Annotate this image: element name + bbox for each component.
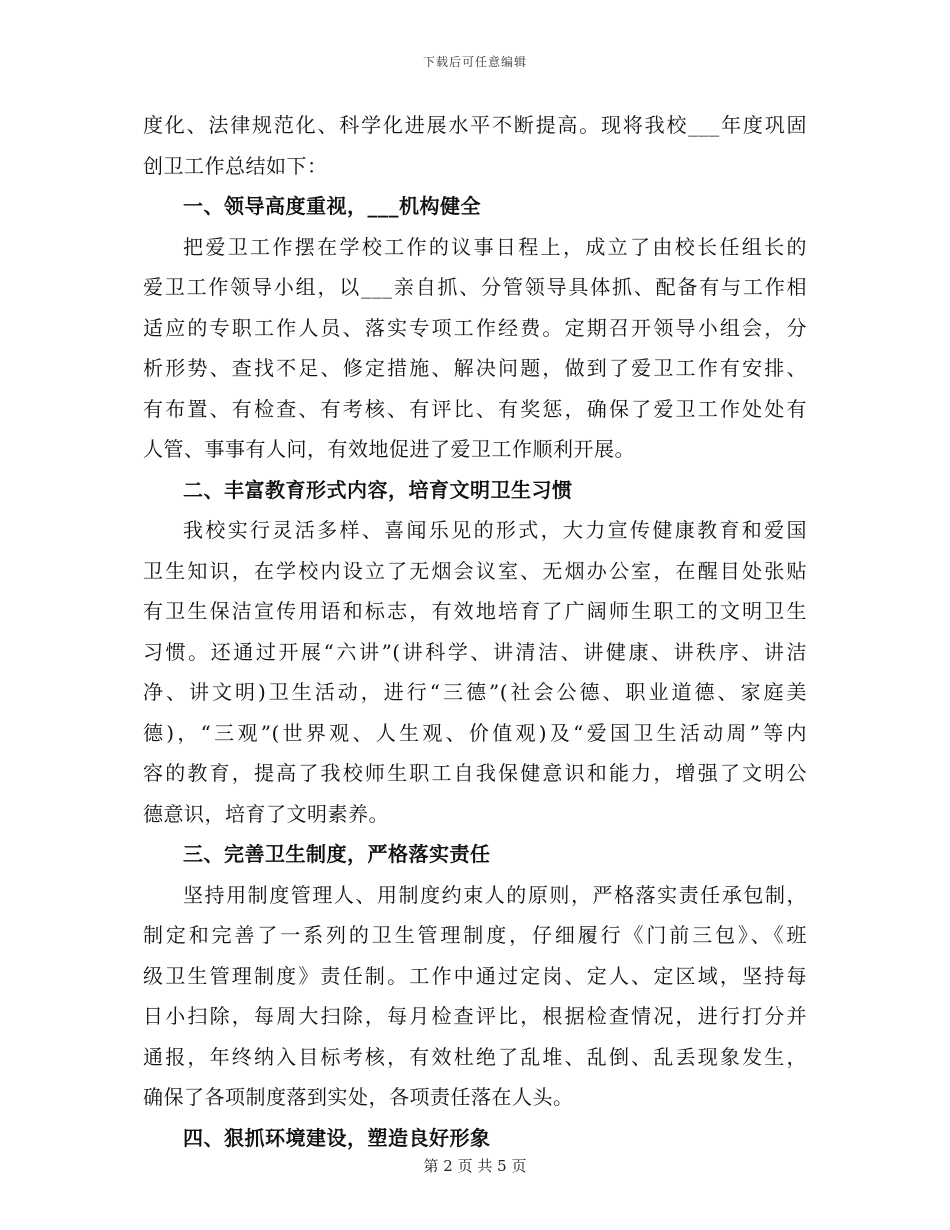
paragraph-line: 制定和完善了一系列的卫生管理制度，仔细履行《门前三包》、《班	[143, 923, 807, 947]
paragraph-line: 度化、法律规范化、科学化进展水平不断提高。现将我校___年度巩固	[143, 113, 807, 137]
paragraph-line: 习惯。还通过开展“六讲”(讲科学、讲清洁、讲健康、讲秩序、讲洁	[143, 639, 807, 664]
section-heading: 四、狠抓环境建设，塑造良好形象	[183, 1125, 491, 1150]
paragraph-line: 有卫生保洁宣传用语和标志，有效地培育了广阔师生职工的文明卫生	[143, 599, 807, 623]
paragraph-line: 日小扫除，每周大扫除，每月检查评比，根据检查情况，进行打分并	[143, 1004, 807, 1028]
paragraph-line: 德)，“三观”(世界观、人生观、价值观)及“爱国卫生活动周”等内	[143, 720, 807, 745]
paragraph-line: 卫生知识，在学校内设立了无烟会议室、无烟办公室，在醒目处张贴	[143, 558, 807, 583]
paragraph-line: 有布置、有检查、有考核、有评比、有奖惩，确保了爱卫工作处处有	[143, 396, 807, 421]
paragraph-line: 坚持用制度管理人、用制度约束人的原则，严格落实责任承包制，	[183, 882, 807, 907]
paragraph-line: 确保了各项制度落到实处，各项责任落在人头。	[143, 1085, 574, 1109]
section-heading: 一、领导高度重视，___机构健全	[183, 194, 481, 218]
paragraph-line: 净、讲文明)卫生活动，进行“三德”(社会公德、职业道德、家庭美	[143, 680, 807, 704]
section-heading: 二、丰富教育形式内容，培育文明卫生习惯	[183, 477, 573, 502]
page-footer: 第 2 页 共 5 页	[423, 1157, 527, 1175]
paragraph-line: 人管、事事有人问，有效地促进了爱卫工作顺利开展。	[143, 437, 635, 461]
paragraph-line: 爱卫工作领导小组，以___亲自抓、分管领导具体抓、配备有与工作相	[143, 275, 807, 299]
paragraph-line: 容的教育，提高了我校师生职工自我保健意识和能力，增强了文明公	[143, 761, 807, 785]
page-header: 下载后可任意编辑	[422, 55, 527, 69]
paragraph-line: 级卫生管理制度》责任制。工作中通过定岗、定人、定区域，坚持每	[143, 963, 807, 988]
section-heading: 三、完善卫生制度，严格落实责任	[183, 842, 491, 866]
document-body	[143, 105, 807, 1158]
paragraph-line: 把爱卫工作摆在学校工作的议事日程上，成立了由校长任组长的	[183, 234, 807, 259]
paragraph-line: 通报，年终纳入目标考核，有效杜绝了乱堆、乱倒、乱丢现象发生，	[143, 1044, 807, 1069]
paragraph-line: 创卫工作总结如下：	[143, 153, 328, 178]
paragraph-line: 适应的专职工作人员、落实专项工作经费。定期召开领导小组会，分	[143, 315, 807, 340]
paragraph-line: 德意识，培育了文明素养。	[143, 801, 389, 826]
paragraph-line: 析形势、查找不足、修定措施、解决问题，做到了爱卫工作有安排、	[143, 356, 807, 380]
paragraph-line: 我校实行灵活多样、喜闻乐见的形式，大力宣传健康教育和爱国	[183, 518, 807, 542]
